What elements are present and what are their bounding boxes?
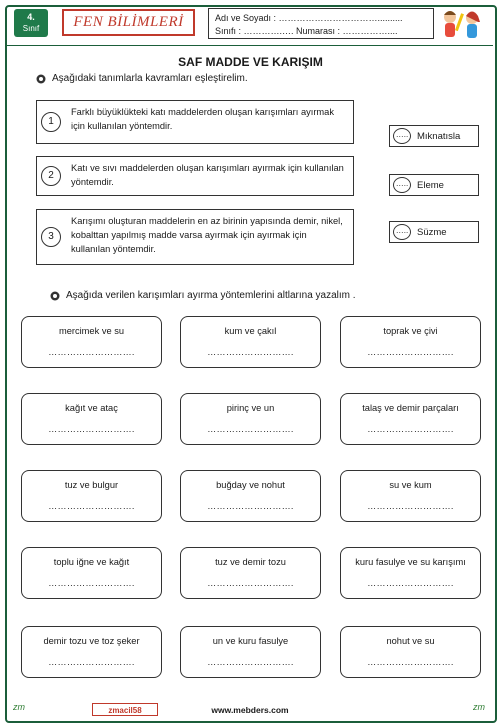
mixture-card (21, 316, 162, 368)
section1-instruction-text: Aşağıdaki tanımlarla kavramları eşleştirelim. (52, 73, 248, 84)
footer (7, 700, 493, 718)
answer-blank[interactable]: ….. (393, 177, 411, 193)
mixture-card (340, 393, 481, 445)
answer-line[interactable]: ………………………. (207, 657, 294, 667)
mixture-label: kağıt ve ataç (65, 403, 118, 413)
definition-text: Farklı büyüklükteki katı maddelerden oluşan karışımları ayırmak için kullanılan yöntemdir. (71, 107, 335, 131)
option-label: Mıknatısla (417, 130, 461, 142)
mixture-label: tuz ve demir tozu (215, 557, 286, 567)
answer-line[interactable]: ………………………. (207, 347, 294, 357)
option-miknatisla (389, 125, 479, 147)
option-label: Süzme (417, 226, 447, 238)
answer-line[interactable]: ………………………. (207, 501, 294, 511)
student-class-line: Sınıfı : ………….…. Numarası : …………….... (215, 26, 398, 36)
header-divider (7, 45, 493, 46)
mixture-label: nohut ve su (386, 636, 435, 646)
mixture-card (340, 316, 481, 368)
definition-number: 1 (41, 112, 61, 132)
section1-instruction (36, 73, 248, 84)
student-name-line: Adı ve Soyadı : …………………………….......... (215, 13, 403, 23)
answer-line[interactable]: ………………………. (367, 578, 454, 588)
answer-line[interactable]: ………………………. (48, 501, 135, 511)
grade-number: 4. (27, 12, 35, 22)
mixture-label: buğday ve nohut (216, 480, 285, 490)
answer-line[interactable]: ………………………. (207, 424, 294, 434)
mixture-label: toplu iğne ve kağıt (53, 557, 130, 567)
student-info-box (208, 8, 434, 39)
grade-label: Sınıf (22, 24, 40, 33)
option-eleme (389, 174, 479, 196)
grade-badge (14, 9, 48, 37)
definition-text: Katı ve sıvı maddelerden oluşan karışımları ayırmak için kullanılan yöntemdir. (71, 163, 344, 187)
answer-line[interactable]: ………………………. (48, 657, 135, 667)
section2-instruction-text: Aşağıda verilen karışımları ayırma yöntemlerini altlarına yazalım . (66, 290, 356, 301)
footer-site-link[interactable]: www.mebders.com (211, 705, 289, 715)
mixture-card (21, 393, 162, 445)
mixture-card (21, 470, 162, 522)
answer-line[interactable]: ………………………. (48, 424, 135, 434)
answer-line[interactable]: ………………………. (207, 578, 294, 588)
answer-line[interactable]: ………………………. (367, 501, 454, 511)
subject-title: FEN BİLİMLERİ (73, 14, 184, 30)
answer-blank[interactable]: ….. (393, 224, 411, 240)
definition-1 (36, 100, 354, 144)
mixture-label: pirinç ve un (226, 403, 275, 413)
mixture-card (21, 626, 162, 678)
mixture-label: su ve kum (389, 480, 432, 490)
answer-line[interactable]: ………………………. (48, 347, 135, 357)
mixture-card (180, 316, 321, 368)
mixture-label: mercimek ve su (58, 326, 125, 336)
definition-2 (36, 156, 354, 196)
mixture-card (180, 470, 321, 522)
kids-illustration-icon (436, 7, 488, 41)
flower-bullet-icon (50, 291, 60, 301)
answer-line[interactable]: ………………………. (367, 657, 454, 667)
answer-line[interactable]: ………………………. (48, 578, 135, 588)
flower-bullet-icon (36, 74, 46, 84)
section2-instruction (50, 290, 356, 301)
footer-code: zmacil58 (92, 703, 158, 716)
mixture-label: un ve kuru fasulye (212, 636, 289, 646)
mixture-label: talaş ve demir parçaları (362, 403, 459, 413)
answer-line[interactable]: ………………………. (367, 347, 454, 357)
definition-number: 2 (41, 166, 61, 186)
mixture-card (21, 547, 162, 599)
option-suzme (389, 221, 479, 243)
answer-line[interactable]: ………………………. (367, 424, 454, 434)
definition-text: Karışımı oluşturan maddelerin en az birinin yapısında demir, nikel, kobalttan yapılmış madde varsa ayırmak için ayırmak için kullanılan yöntemdir. (71, 216, 343, 254)
footer-left-logo: zm (13, 702, 25, 712)
mixture-card (180, 547, 321, 599)
definition-3 (36, 209, 354, 265)
page-title: SAF MADDE VE KARIŞIM (178, 55, 323, 69)
mixture-card (340, 547, 481, 599)
definition-number: 3 (41, 227, 61, 247)
mixture-label: demir tozu ve toz şeker (43, 636, 140, 646)
mixture-card (180, 626, 321, 678)
option-label: Eleme (417, 179, 444, 191)
mixture-card (180, 393, 321, 445)
answer-blank[interactable]: ….. (393, 128, 411, 144)
subject-title-box (62, 9, 195, 36)
mixture-label: kuru fasulye ve su karışımı (355, 557, 466, 567)
mixture-label: tuz ve bulgur (64, 480, 119, 490)
mixture-label: kum ve çakıl (224, 326, 277, 336)
footer-right-logo: zm (473, 702, 485, 712)
mixture-label: toprak ve çivi (383, 326, 438, 336)
mixture-card (340, 470, 481, 522)
mixture-card (340, 626, 481, 678)
